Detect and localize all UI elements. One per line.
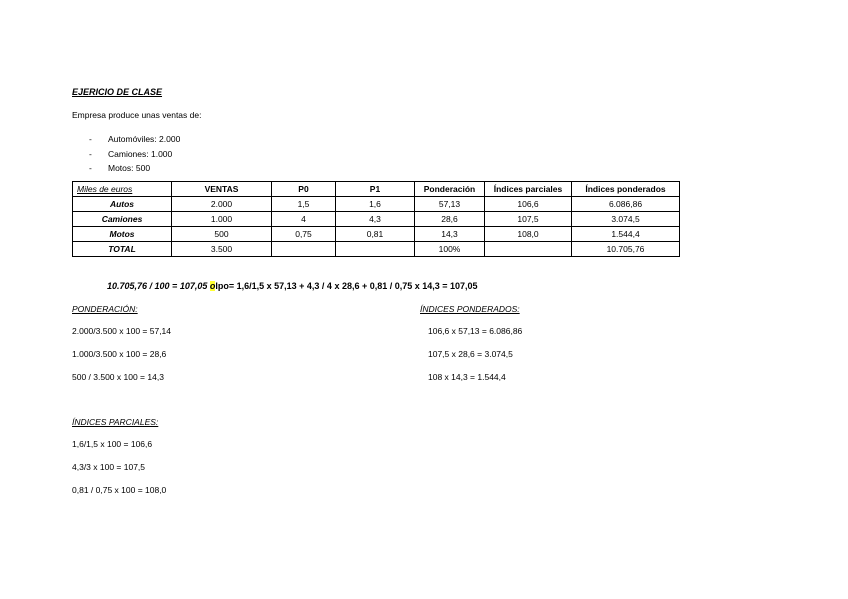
bullet-dash: - <box>89 163 92 173</box>
intro-text: Empresa produce unas ventas de: <box>72 110 202 120</box>
table-cell: 4,3 <box>336 212 415 227</box>
table-cell: 10.705,76 <box>572 242 680 257</box>
table-cell: 3.074,5 <box>572 212 680 227</box>
table-cell: 1,6 <box>336 197 415 212</box>
column-header: Índices parciales <box>485 182 572 197</box>
table-row <box>73 197 680 212</box>
column-header: VENTAS <box>172 182 272 197</box>
bullet-dash: - <box>89 148 92 159</box>
ponderacion-line: 2.000/3.500 x 100 = 57,14 <box>72 326 172 336</box>
table-cell: 0,75 <box>272 227 336 242</box>
ponderacion-line: 1.000/3.500 x 100 = 28,6 <box>72 349 167 359</box>
table-cell: 2.000 <box>172 197 272 212</box>
bullet-text: Camiones: 1.000 <box>108 148 173 159</box>
ponderacion-title: PONDERACIÓN: <box>72 304 138 314</box>
column-header: Índices ponderados <box>572 182 680 197</box>
table-cell: 106,6 <box>485 197 572 212</box>
table-cell: 28,6 <box>415 212 485 227</box>
indices-ponderados-line: 107,5 x 28,6 = 3.074,5 <box>428 349 513 359</box>
table-cell <box>485 242 572 257</box>
table-cell: 500 <box>172 227 272 242</box>
table-cell: 1.000 <box>172 212 272 227</box>
formula-highlight: o <box>209 281 216 291</box>
column-header: P1 <box>336 182 415 197</box>
table-cell: 1.544,4 <box>572 227 680 242</box>
bullet-text: Automóviles: 2.000 <box>108 134 181 144</box>
indices-parciales-line: 0,81 / 0,75 x 100 = 108,0 <box>72 485 167 495</box>
bullet-dash: - <box>89 134 92 144</box>
table-header-row <box>73 182 680 197</box>
table-cell: 0,81 <box>336 227 415 242</box>
table-cell: 100% <box>415 242 485 257</box>
index-formula <box>107 281 478 291</box>
table-cell: 4 <box>272 212 336 227</box>
indices-parciales-line: 1,6/1,5 x 100 = 106,6 <box>72 439 153 449</box>
bullet-text: Motos: 500 <box>108 163 151 173</box>
row-label: Motos <box>73 227 172 242</box>
column-header: Miles de euros <box>73 182 172 197</box>
document-title: EJERICIO DE CLASE <box>72 87 163 97</box>
row-label: Autos <box>73 197 172 212</box>
table-cell: 57,13 <box>415 197 485 212</box>
table-cell: 3.500 <box>172 242 272 257</box>
ponderacion-line: 500 / 3.500 x 100 = 14,3 <box>72 372 164 382</box>
table-cell: 1,5 <box>272 197 336 212</box>
table-row <box>73 242 680 257</box>
table-cell <box>272 242 336 257</box>
formula-result: 10.705,76 / 100 = 107,05 <box>107 281 208 291</box>
row-label: Camiones <box>73 212 172 227</box>
column-header: Ponderación <box>415 182 485 197</box>
table-row <box>73 212 680 227</box>
indices-ponderados-line: 106,6 x 57,13 = 6.086,86 <box>428 326 523 336</box>
table-cell: 107,5 <box>485 212 572 227</box>
row-label: TOTAL <box>73 242 172 257</box>
table-cell: 108,0 <box>485 227 572 242</box>
table-cell: 14,3 <box>415 227 485 242</box>
indices-ponderados-title: ÍNDICES PONDERADOS: <box>420 304 520 314</box>
indices-ponderados-line: 108 x 14,3 = 1.544,4 <box>428 372 506 382</box>
indices-parciales-line: 4,3/3 x 100 = 107,5 <box>72 462 146 472</box>
table-cell: 6.086,86 <box>572 197 680 212</box>
indices-parciales-title: ÍNDICES PARCIALES: <box>72 417 159 427</box>
table-row <box>73 227 680 242</box>
column-header: P0 <box>272 182 336 197</box>
formula-expression: Ipo= 1,6/1,5 x 57,13 + 4,3 / 4 x 28,6 + 0,81 / 0,75 x 14,3 = 107,05 <box>215 281 478 291</box>
table-cell <box>336 242 415 257</box>
sales-index-table <box>72 181 680 257</box>
